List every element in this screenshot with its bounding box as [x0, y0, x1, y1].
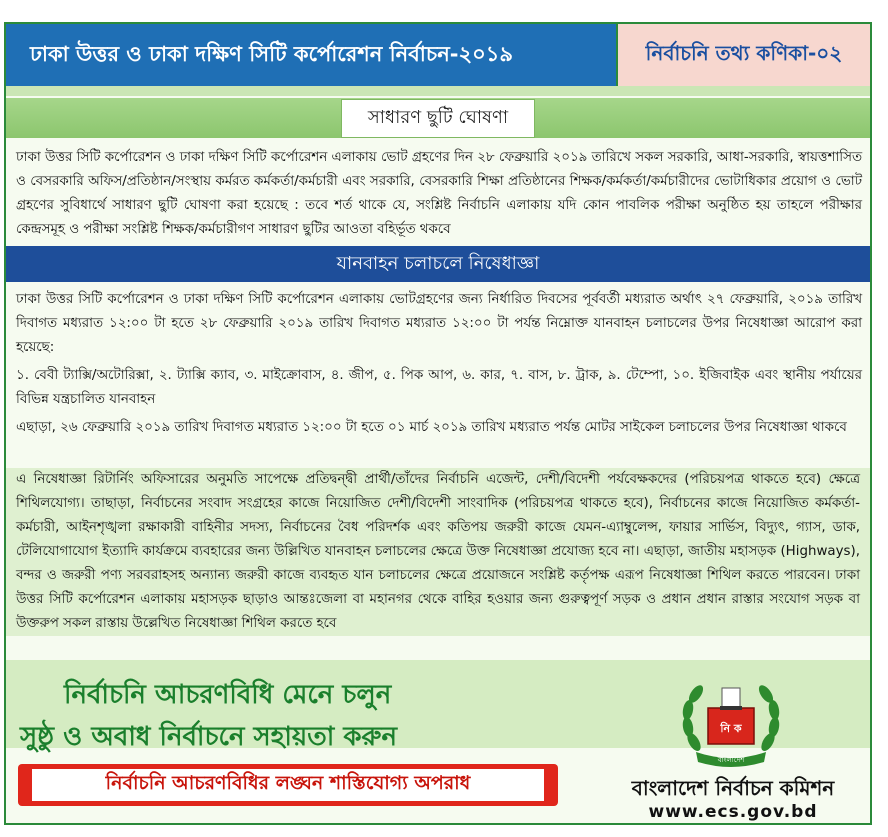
warning-banner	[18, 764, 558, 806]
logo-ribbon-text: বাংলাদেশ	[717, 756, 745, 764]
holiday-paragraph: ঢাকা উত্তর সিটি কর্পোরেশন ও ঢাকা দক্ষিণ সিটি কর্পোরেশন এলাকায় ভোট গ্রহণের দিন ২৮ ফেব্রুয়ারি ২০১৯ তারিখে সকল সরকারি, আধা-সরকারি, স্বায়ত্তশাসিত ও বেসরকারি অফিস/প্রতিষ্ঠান/সংস্থায় কর্মরত কর্মকর্তা/কর্মচারী এবং সরকারি, বেসরকারি শিক্ষা প্রতিষ্ঠানের শিক্ষক/কর্মকর্তা/কর্মচারীদের ভোটাধিকার প্রয়োগ ও ভোট গ্রহণের সুবিধার্থে সাধারণ ছুটি ঘোষণা করা হয়েছে : তবে শর্ত থাকে যে, সংশ্লিষ্ট নির্বাচনি এলাকায় যদি কোন পাবলিক পরীক্ষা অনুষ্ঠিত হয় তাহলে পরীক্ষার কেন্দ্রসমূহ ও পরীক্ষা সংশ্লিষ্ট শিক্ষক/কর্মচারীগণ সাধারণ ছুটির আওতা বহির্ভূত থকবে	[16, 150, 862, 237]
commission-website[interactable]: www.ecs.gov.bd	[648, 802, 818, 822]
header-stripe	[6, 86, 870, 96]
vehicle-paragraph-3: এছাড়া, ২৬ ফেব্রুয়ারি ২০১৯ তারিখ দিবাগত মধ্যরাত ১২:০০ টা হতে ০১ মার্চ ২০১৯ তারিখ মধ্যরাত পর্যন্ত মোটর সাইকেল চলাচলের উপর নিষেধাজ্ঞা থাকবে	[16, 420, 847, 435]
vehicle-paragraph-1: ঢাকা উত্তর সিটি কর্পোরেশন ও ঢাকা দক্ষিণ সিটি কর্পোরেশন এলাকায় ভোটগ্রহণের জন্য নির্ধারিত দিবসের পূর্ববর্তী মধ্যরাত অর্থাৎ ২৭ ফেব্রুয়ারি, ২০১৯ তারিখ দিবাগত মধ্যরাত ১২:০০ টা হতে ২৮ ফেব্রুয়ারি ২০১৯ তারিখ দিবাগত মধ্যরাত ১২:০০ টা পর্যন্ত নিম্নোক্ত যানবাহন চলাচলের উপর নিষেধাজ্ঞা আরোপ করা হয়েছে:	[16, 292, 862, 355]
slogan-line-1: নির্বাচনি আচরণবিধি মেনে চলুন	[64, 680, 392, 710]
header	[6, 24, 870, 88]
holiday-section-bar	[6, 98, 870, 138]
slogan-line-2: সুষ্ঠু ও অবাধ নির্বাচনে সহায়তা করুন	[20, 722, 397, 752]
warning-text: নির্বাচনি আচরণবিধির লঙ্ঘন শাস্তিযোগ্য অপরাধ	[32, 769, 544, 801]
election-commission-logo	[676, 672, 786, 772]
header-title: ঢাকা উত্তর ও ঢাকা দক্ষিণ সিটি কর্পোরেশন নির্বাচন-২০১৯	[6, 24, 618, 86]
holiday-section-title: সাধারণ ছুটি ঘোষণা	[341, 99, 535, 138]
vehicle-section-bar	[6, 246, 870, 282]
vehicle-paragraph-2: ১. বেবী ট্যাক্সি/অটোরিক্সা, ২. ট্যাক্সি ক্যাব, ৩. মাইক্রোবাস, ৪. জীপ, ৫. পিক আপ, ৬. কার, ৭. বাস, ৮. ট্রাক, ৯. টেম্পো, ১০. ইজিবাইক এবং স্থানীয় পর্যায়ের বিভিন্ন যন্ত্রচালিত যানবাহন	[16, 368, 862, 407]
notice-frame	[4, 22, 872, 825]
logo-letters: নি ক	[720, 722, 742, 735]
commission-name: বাংলাদেশ নির্বাচন কমিশন	[631, 776, 835, 800]
vehicle-section-title: যানবাহন চলাচলে নিষেধাজ্ঞা	[336, 252, 540, 274]
vehicle-paragraph-4: এ নিষেধাজ্ঞা রিটার্নিং অফিসারের অনুমতি সাপেক্ষে প্রতিদ্বন্দ্বী প্রার্থী/তাঁদের নির্বাচনি এজেন্ট, দেশী/বিদেশী পর্যবেক্ষকদের (পরিচয়পত্র থাকতে হবে) ক্ষেত্রে শিথিলযোগ্য। তাছাড়া, নির্বাচনের সংবাদ সংগ্রহের কাজে নিয়োজিত দেশী/বিদেশী সাংবাদিক (পরিচয়পত্র থাকতে হবে), নির্বাচনের কাজে নিয়োজিত কর্মকর্তা-কর্মচারী, আইনশৃঙ্খলা রক্ষাকারী বাহিনীর সদস্য, নির্বাচনের বৈধ পরিদর্শক এবং কতিপয় জরুরী কাজে যেমন-এ্যাম্বুলেন্স, ফায়ার সার্ভিস, বিদ্যুৎ, গ্যাস, ডাক, টেলিযোগাযোগ ইত্যাদি কার্যক্রমে ব্যবহারের জন্য উল্লিখিত যানবাহন চলাচলের ক্ষেত্রে উক্ত নিষেধাজ্ঞা প্রযোজ্য হবে না। এছাড়া, জাতীয় মহাসড়ক (Highways), বন্দর ও জরুরী পণ্য সরবরাহসহ অন্যান্য জরুরী কাজে ব্যবহৃত যান চলাচলের ক্ষেত্রে প্রয়োজনে সংশ্লিষ্ট কর্তৃপক্ষ এরূপ নিষেধাজ্ঞা শিথিল করতে পারবেন। ঢাকা উত্তর সিটি কর্পোরেশন এলাকায় মহাসড়ক ছাড়াও আন্তঃজেলা বা মহানগর থেকে বাহির হওয়ার জন্য গুরুত্বপূর্ণ সড়ক ও প্রধান প্রধান রাস্তার সংযোগ সড়ক বা উক্তরুপ সকল রাস্তায় উল্লেখিত নিষেধাজ্ঞা শিথিল করতে হবে	[6, 468, 870, 636]
header-badge: নির্বাচনি তথ্য কণিকা-০২	[618, 24, 870, 86]
